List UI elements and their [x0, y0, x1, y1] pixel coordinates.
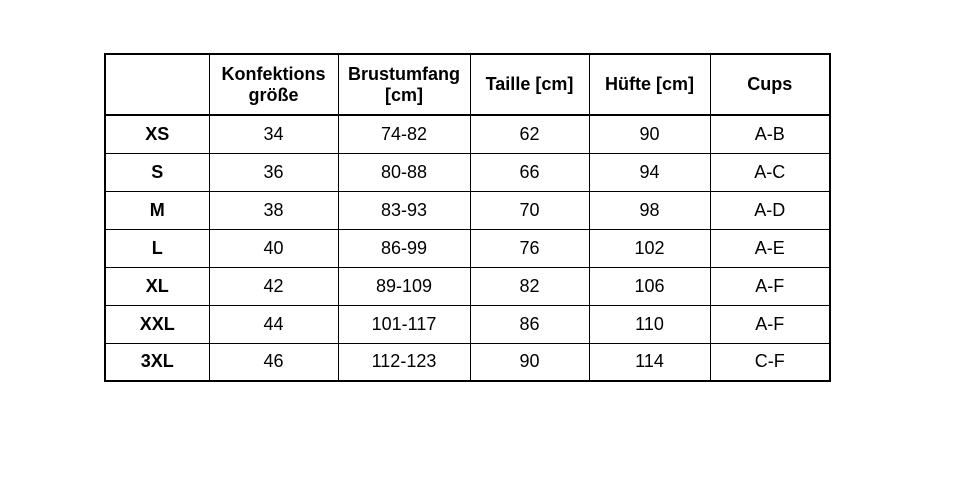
cell-cups: C-F	[710, 343, 830, 381]
table-header	[105, 54, 830, 115]
cell-cups: A-F	[710, 267, 830, 305]
table-body	[105, 115, 830, 381]
cell-huefte: 114	[589, 343, 710, 381]
header-taille: Taille [cm]	[470, 54, 589, 115]
cell-size: XS	[105, 115, 209, 153]
cell-brustumfang: 80-88	[338, 153, 470, 191]
cell-brustumfang: 112-123	[338, 343, 470, 381]
table-row	[105, 267, 830, 305]
header-huefte: Hüfte [cm]	[589, 54, 710, 115]
cell-huefte: 106	[589, 267, 710, 305]
cell-brustumfang: 86-99	[338, 229, 470, 267]
cell-cups: A-D	[710, 191, 830, 229]
cell-taille: 70	[470, 191, 589, 229]
cell-taille: 62	[470, 115, 589, 153]
cell-brustumfang: 74-82	[338, 115, 470, 153]
cell-huefte: 98	[589, 191, 710, 229]
table-row	[105, 115, 830, 153]
header-konfektionsgroesse-line1: Konfektions	[221, 63, 326, 84]
table-row	[105, 191, 830, 229]
cell-brustumfang: 101-117	[338, 305, 470, 343]
cell-taille: 90	[470, 343, 589, 381]
header-brustumfang-line1: Brustumfang	[348, 63, 460, 84]
table-row	[105, 153, 830, 191]
cell-size: XL	[105, 267, 209, 305]
table-row	[105, 305, 830, 343]
cell-cups: A-E	[710, 229, 830, 267]
cell-konfektionsgroesse: 40	[209, 229, 338, 267]
cell-size: XXL	[105, 305, 209, 343]
cell-taille: 76	[470, 229, 589, 267]
header-konfektionsgroesse-line2: größe	[248, 84, 299, 105]
header-konfektionsgroesse	[209, 54, 338, 115]
cell-huefte: 102	[589, 229, 710, 267]
header-brustumfang-line2: [cm]	[384, 84, 423, 105]
cell-size: S	[105, 153, 209, 191]
cell-huefte: 110	[589, 305, 710, 343]
cell-taille: 86	[470, 305, 589, 343]
header-cups: Cups	[710, 54, 830, 115]
cell-cups: A-C	[710, 153, 830, 191]
cell-size: M	[105, 191, 209, 229]
cell-cups: A-B	[710, 115, 830, 153]
cell-brustumfang: 83-93	[338, 191, 470, 229]
table-row	[105, 343, 830, 381]
cell-brustumfang: 89-109	[338, 267, 470, 305]
header-brustumfang	[338, 54, 470, 115]
size-chart-table	[104, 53, 831, 382]
cell-konfektionsgroesse: 38	[209, 191, 338, 229]
cell-taille: 66	[470, 153, 589, 191]
cell-size: 3XL	[105, 343, 209, 381]
header-size-cell	[105, 54, 209, 115]
cell-size: L	[105, 229, 209, 267]
cell-konfektionsgroesse: 44	[209, 305, 338, 343]
cell-huefte: 94	[589, 153, 710, 191]
cell-cups: A-F	[710, 305, 830, 343]
cell-konfektionsgroesse: 36	[209, 153, 338, 191]
cell-konfektionsgroesse: 34	[209, 115, 338, 153]
cell-konfektionsgroesse: 46	[209, 343, 338, 381]
cell-taille: 82	[470, 267, 589, 305]
table-row	[105, 229, 830, 267]
cell-huefte: 90	[589, 115, 710, 153]
cell-konfektionsgroesse: 42	[209, 267, 338, 305]
header-row	[105, 54, 830, 115]
